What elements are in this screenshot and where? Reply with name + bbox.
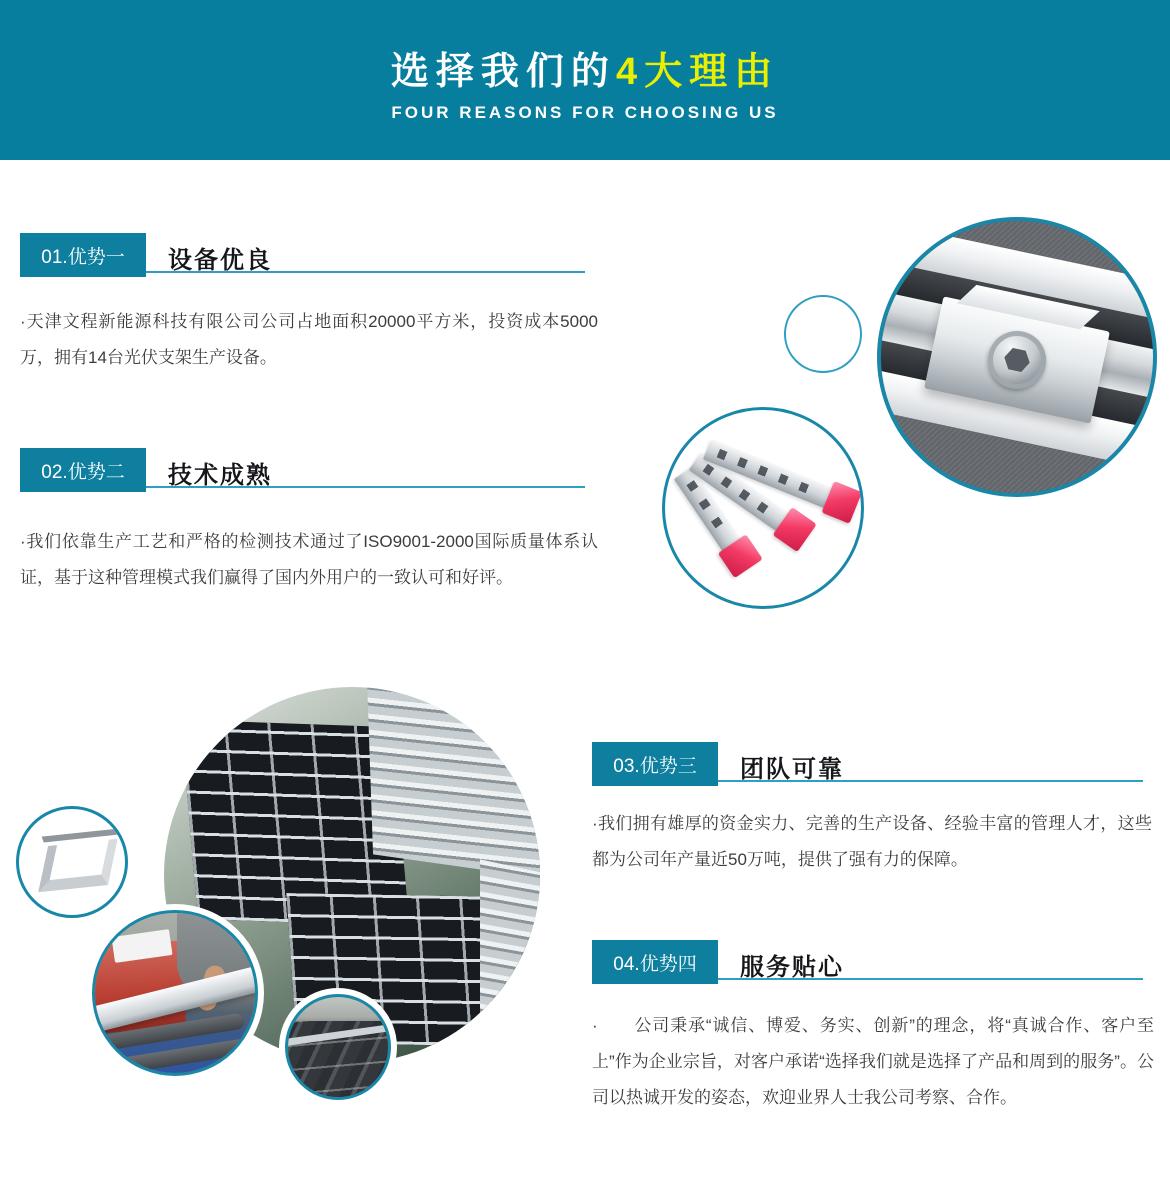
photo-u-channel-profile — [16, 806, 128, 918]
u-channel-icon — [38, 839, 117, 893]
tube-stack-lengths-bottom — [480, 859, 540, 1038]
advantage-4-badge: 04.优势四 — [592, 940, 718, 984]
tube-stack-lengths-top — [367, 687, 540, 881]
advantage-3-title: 团队可靠 — [740, 756, 844, 783]
photo-steel-brackets — [662, 407, 864, 609]
bracket-red-cap — [718, 534, 763, 578]
photo-dark-steel-stack — [285, 994, 391, 1100]
photo-factory-machine — [92, 910, 258, 1076]
advantage-2-body: ·我们依靠生产工艺和严格的检测技术通过了ISO9001-2000国际质量体系认证，基于这种管理模式我们赢得了国内外用户的一致认可和好评。 — [20, 532, 598, 587]
advantage-4-body: · 公司秉承“诚信、博爱、务实、创新”的理念，将“真诚合作、客户至上”作为企业宗旨，对客户承诺“选择我们就是选择了产品和周到的服务”。公司以热诚开发的姿态，欢迎业界人士我公司考察、合作。 — [592, 1016, 1154, 1107]
page-subtitle: FOUR REASONS FOR CHOOSING US — [391, 103, 779, 122]
advantage-1-body: ·天津文程新能源科技有限公司公司占地面积20000平方米，投资成本5000万，拥有14台光伏支架生产设备。 — [20, 312, 598, 367]
advantage-2-title: 技术成熟 — [168, 462, 272, 489]
advantage-3-body: ·我们拥有雄厚的资金实力、完善的生产设备、经验丰富的管理人才，这些都为公司年产量近50万吨，提供了强有力的保障。 — [592, 814, 1152, 869]
advantage-1-title: 设备优良 — [168, 247, 272, 274]
advantage-2-badge: 02.优势二 — [20, 448, 146, 492]
bracket-red-cap — [773, 507, 817, 552]
advantage-4-title: 服务贴心 — [740, 954, 844, 981]
photo-solar-panel-clamp — [877, 217, 1157, 497]
hex-socket-icon — [1002, 347, 1032, 374]
advantage-1-badge: 01.优势一 — [20, 233, 146, 277]
page-title — [0, 40, 1170, 95]
bracket-red-cap — [822, 481, 863, 524]
advantage-3-badge: 03.优势三 — [592, 742, 718, 786]
header-banner — [0, 0, 1170, 160]
page-title-main: 选择我们的 — [390, 51, 616, 93]
decorative-outline-circle — [784, 295, 862, 373]
page-title-highlight: 4大理由 — [615, 51, 780, 93]
